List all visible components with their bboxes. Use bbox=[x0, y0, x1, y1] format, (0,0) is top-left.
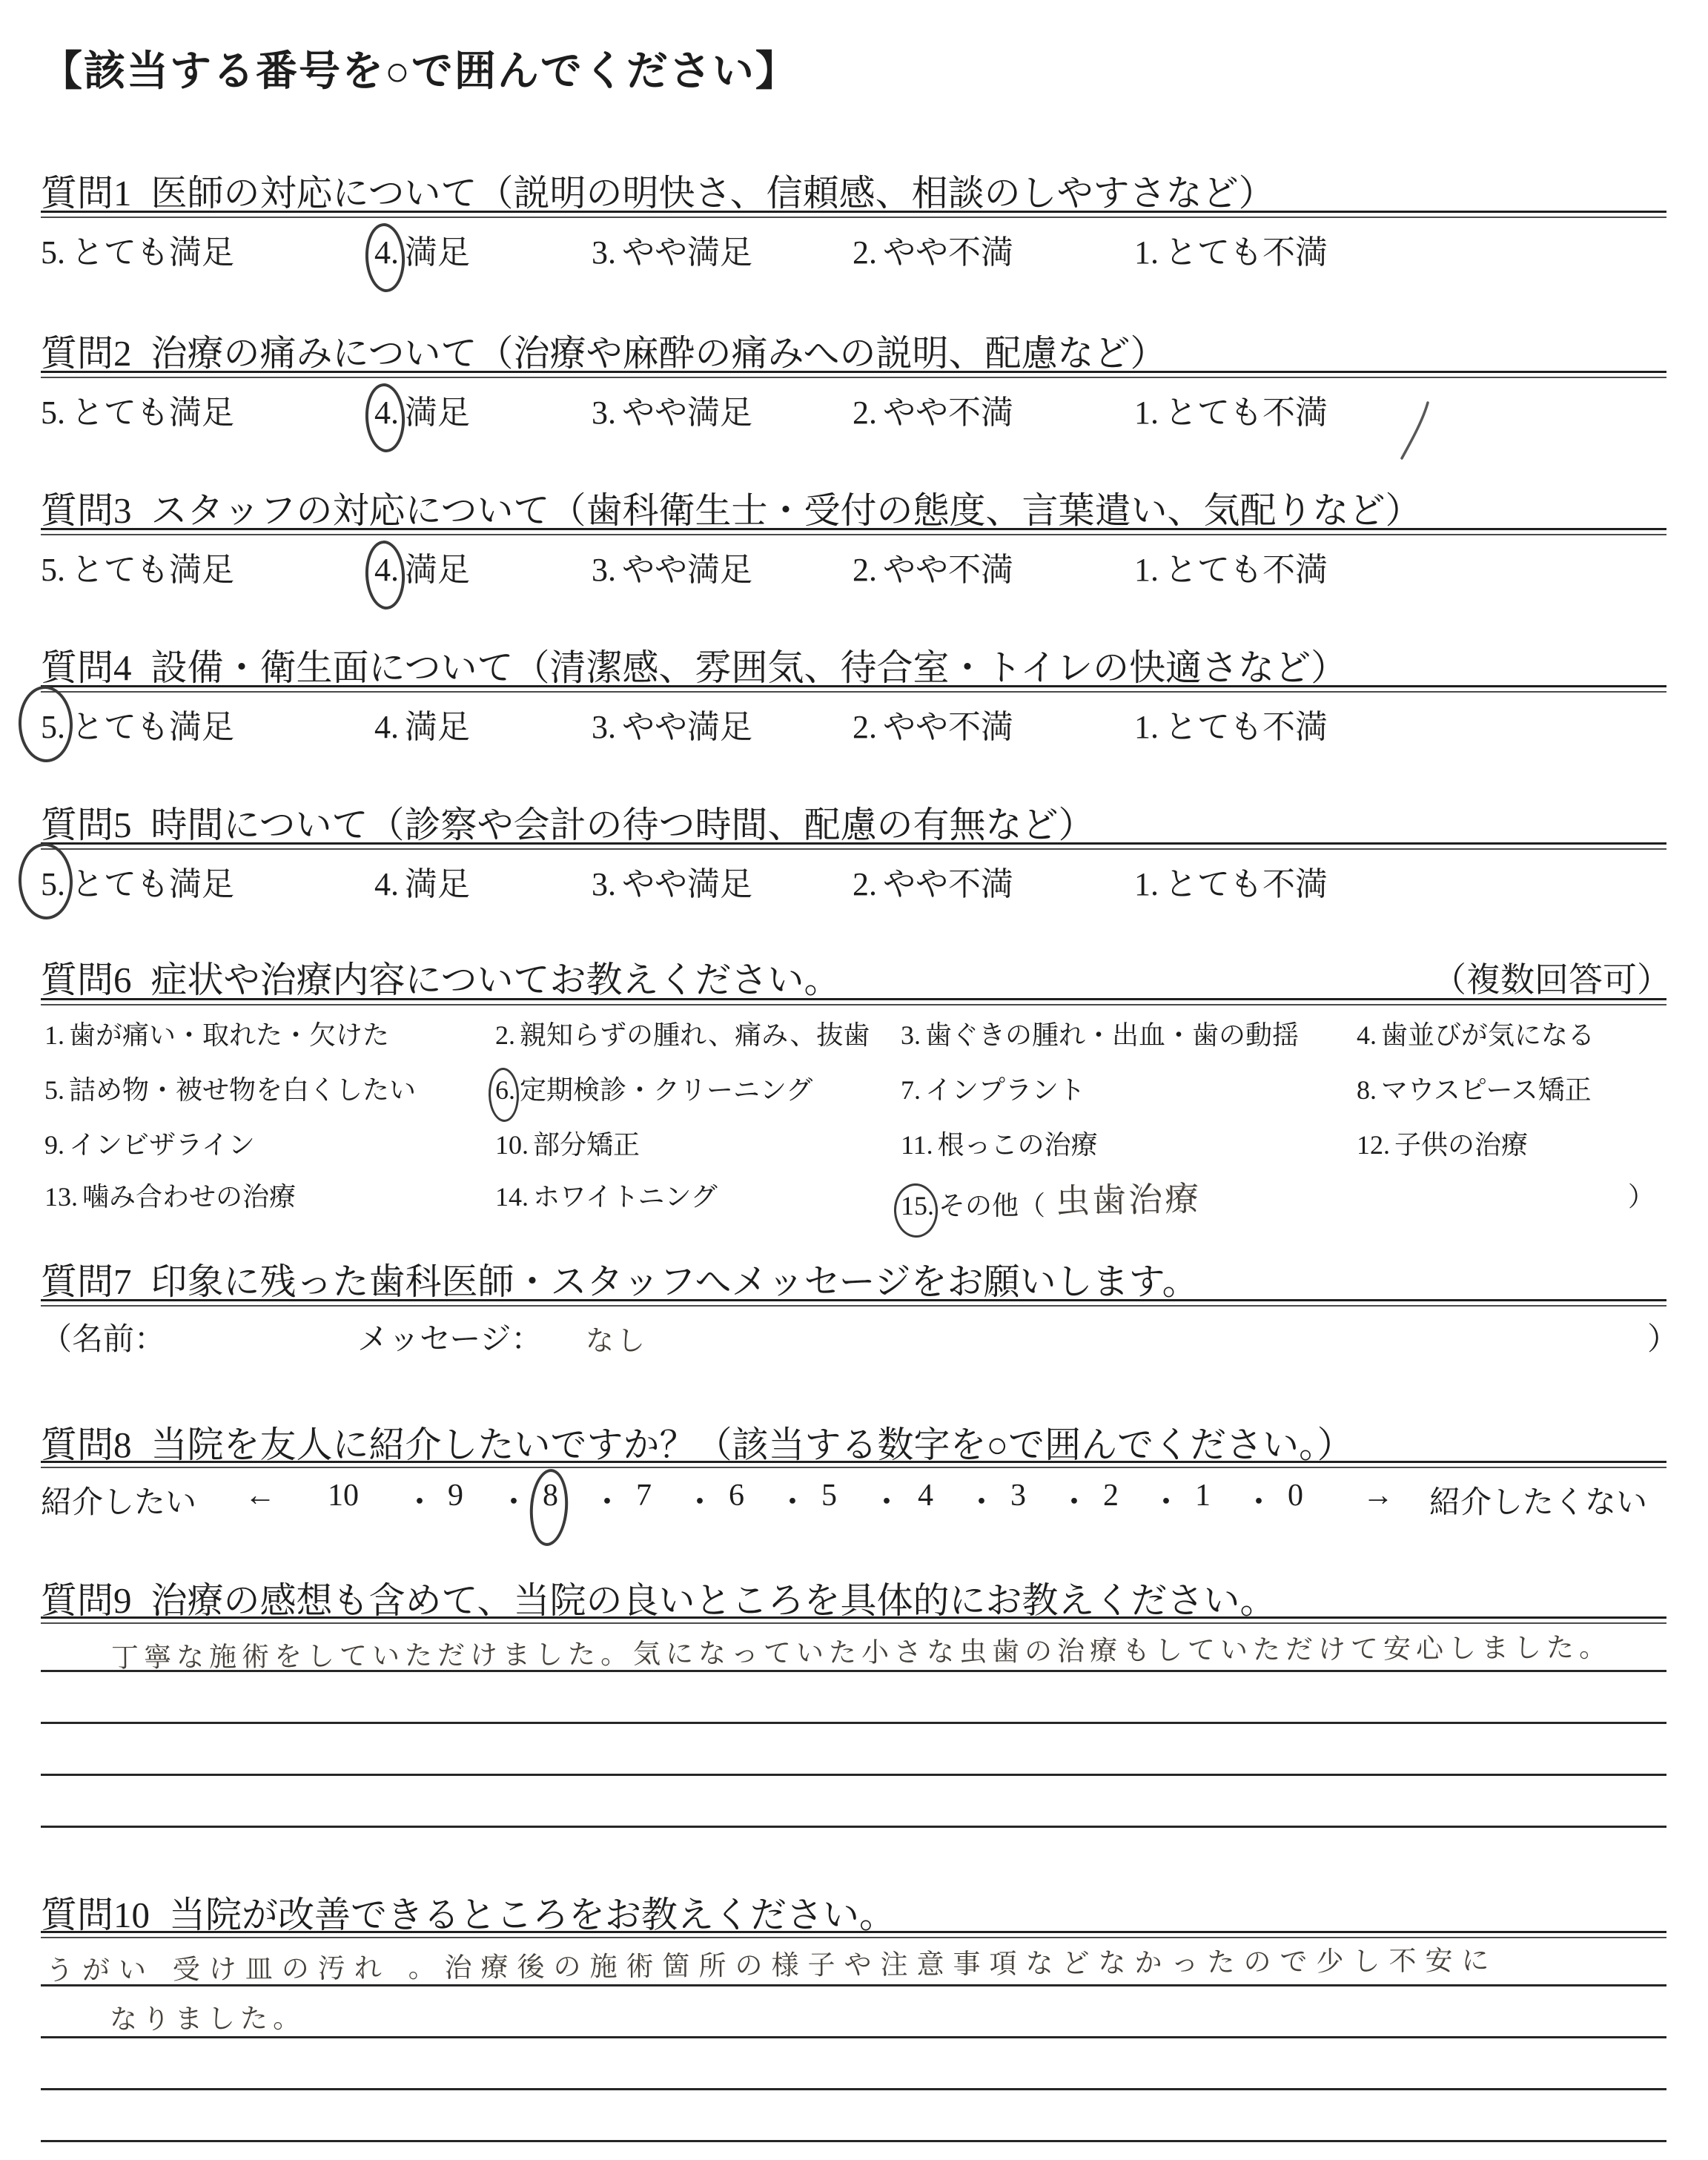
q3-label: 質問3 bbox=[41, 490, 132, 531]
option-number: 13. bbox=[44, 1182, 78, 1212]
option-number: 11. bbox=[901, 1130, 933, 1160]
scale-number-1: 1 bbox=[1195, 1479, 1211, 1513]
q1-label: 質問1 bbox=[41, 173, 132, 214]
rating-option-5 bbox=[41, 225, 234, 273]
option-number: 1. bbox=[1134, 866, 1159, 902]
option-label: インビザライン bbox=[69, 1130, 255, 1160]
option-number: 2. bbox=[495, 1020, 515, 1050]
answer-circle: 8 bbox=[543, 1479, 558, 1513]
q1-options bbox=[0, 225, 1708, 277]
option-number: 10. bbox=[495, 1130, 529, 1160]
write-line bbox=[41, 1722, 1666, 1724]
rating-option-4 bbox=[374, 700, 470, 747]
write-line bbox=[41, 2088, 1666, 2090]
q1-heading bbox=[41, 165, 1275, 217]
q9-underline bbox=[41, 1616, 1666, 1624]
stray-pen-mark bbox=[1398, 400, 1434, 461]
q8-title: 当院を友人に紹介したいですか？（該当する数字を○で囲んでください。） bbox=[150, 1424, 1354, 1465]
rating-option-4-selected bbox=[374, 386, 470, 433]
rating-option-4 bbox=[374, 857, 470, 905]
option-number: 8. bbox=[1357, 1075, 1377, 1105]
option-number: 5. bbox=[41, 234, 65, 271]
answer-circle: 4. bbox=[374, 552, 399, 588]
q7-label: 質問7 bbox=[41, 1261, 132, 1302]
answer-circle: 6. bbox=[495, 1075, 515, 1105]
q4-label: 質問4 bbox=[41, 647, 132, 688]
option-number: 2. bbox=[853, 394, 877, 431]
left-arrow-icon: ← bbox=[245, 1479, 276, 1513]
scale-left-label: 紹介したい bbox=[41, 1486, 197, 1520]
rating-option-1 bbox=[1134, 225, 1328, 273]
q4-heading bbox=[41, 639, 1347, 691]
option-label: 満足 bbox=[405, 234, 470, 271]
q6-option-12 bbox=[1357, 1124, 1528, 1162]
scale-right-label: 紹介したくない bbox=[1429, 1486, 1648, 1520]
q6-option-3 bbox=[901, 1014, 1299, 1052]
q8-underline bbox=[41, 1461, 1666, 1468]
handwritten-message: なし bbox=[586, 1324, 649, 1357]
rating-option-2 bbox=[853, 543, 1013, 590]
q5-options bbox=[0, 857, 1708, 909]
q7-answer-row bbox=[0, 1315, 1708, 1367]
rating-option-5-selected bbox=[41, 700, 234, 747]
answer-circle: 15. bbox=[901, 1191, 934, 1221]
scale-dot: ・ bbox=[1151, 1486, 1182, 1520]
q6-option-14 bbox=[495, 1176, 718, 1214]
q2-options bbox=[0, 386, 1708, 437]
scale-dot: ・ bbox=[966, 1486, 998, 1520]
rating-option-5-selected bbox=[41, 857, 234, 905]
scale-dot: ・ bbox=[1243, 1486, 1275, 1520]
q3-options bbox=[0, 543, 1708, 595]
option-number: 5. bbox=[41, 394, 65, 431]
option-label: インプラント bbox=[925, 1075, 1086, 1105]
scale-number-10: 10 bbox=[328, 1479, 359, 1513]
q7-underline bbox=[41, 1299, 1666, 1307]
q6-note: （複数回答可） bbox=[1432, 961, 1671, 999]
write-line bbox=[41, 2036, 1666, 2038]
q8-scale-row bbox=[0, 1478, 1708, 1537]
option-number: 3. bbox=[592, 394, 616, 431]
q5-underline bbox=[41, 842, 1666, 850]
rating-option-3 bbox=[592, 386, 752, 433]
handwritten-q10-answer-line1: うがい 受け皿の汚れ 。治療後の施術箇所の様子や注意事項などなかったので少し不安に bbox=[45, 1944, 1498, 1986]
option-number: 1. bbox=[1134, 394, 1159, 431]
option-number: 2. bbox=[853, 866, 877, 902]
q2-label: 質問2 bbox=[41, 333, 132, 374]
q1-title: 医師の対応について（説明の明快さ、信頼感、相談のしやすさなど） bbox=[150, 173, 1275, 214]
scale-number-6: 6 bbox=[729, 1479, 744, 1513]
option-number: 1. bbox=[44, 1020, 64, 1050]
option-number: 4. bbox=[374, 709, 399, 745]
option-label: とても不満 bbox=[1165, 866, 1328, 902]
q8-label: 質問8 bbox=[41, 1424, 132, 1465]
write-line bbox=[41, 1670, 1666, 1672]
option-label: とても満足 bbox=[71, 552, 234, 588]
scale-number-7: 7 bbox=[636, 1479, 652, 1513]
rating-option-1 bbox=[1134, 386, 1328, 433]
scale-number-2: 2 bbox=[1103, 1479, 1119, 1513]
q6-option-11 bbox=[901, 1124, 1098, 1162]
option-number: 5. bbox=[41, 552, 65, 588]
scale-number-3: 3 bbox=[1010, 1479, 1026, 1513]
option-label: 根っこの治療 bbox=[937, 1130, 1098, 1160]
option-number: 2. bbox=[853, 709, 877, 745]
q6-option-7 bbox=[901, 1069, 1085, 1107]
q6-option-13 bbox=[44, 1176, 296, 1214]
q9-label: 質問9 bbox=[41, 1580, 132, 1621]
q2-title: 治療の痛みについて（治療や麻酔の痛みへの説明、配慮など） bbox=[150, 333, 1167, 374]
q6-heading bbox=[41, 951, 841, 1003]
q6-option-5 bbox=[44, 1069, 416, 1107]
q6-option-2 bbox=[495, 1014, 870, 1052]
option-label: 歯が痛い・取れた・欠けた bbox=[69, 1020, 390, 1050]
option-label: 満足 bbox=[405, 709, 470, 745]
option-number: 2. bbox=[853, 234, 877, 271]
scale-number-5: 5 bbox=[821, 1479, 837, 1513]
scale-number-9: 9 bbox=[448, 1479, 463, 1513]
rating-option-2 bbox=[853, 225, 1013, 273]
option-number: 4. bbox=[1357, 1020, 1377, 1050]
option-number: 1. bbox=[1134, 234, 1159, 271]
option-number: 3. bbox=[592, 234, 616, 271]
rating-option-1 bbox=[1134, 700, 1328, 747]
answer-circle: 4. bbox=[374, 394, 399, 431]
q7-message-label: メッセージ： bbox=[357, 1323, 543, 1357]
option-label: 子供の治療 bbox=[1394, 1130, 1529, 1160]
write-line bbox=[41, 1774, 1666, 1776]
option-label: やや満足 bbox=[622, 234, 752, 271]
scale-dot: ・ bbox=[684, 1486, 716, 1520]
rating-option-3 bbox=[592, 857, 752, 905]
rating-option-4-selected bbox=[374, 225, 470, 273]
q7-heading bbox=[41, 1253, 1199, 1305]
option-label: やや満足 bbox=[622, 394, 752, 431]
q6-underline bbox=[41, 998, 1666, 1005]
rating-option-5 bbox=[41, 543, 234, 590]
answer-circle: 4. bbox=[374, 234, 399, 271]
option-label: 満足 bbox=[405, 866, 470, 902]
q10-underline bbox=[41, 1931, 1666, 1938]
q10-label: 質問10 bbox=[41, 1895, 150, 1935]
q3-underline bbox=[41, 528, 1666, 535]
q2-underline bbox=[41, 371, 1666, 378]
q5-label: 質問5 bbox=[41, 805, 132, 845]
option-label: その他（ bbox=[939, 1191, 1046, 1221]
option-label: とても満足 bbox=[71, 709, 234, 745]
scale-number-0: 0 bbox=[1288, 1479, 1303, 1513]
option-label: マウスピース矯正 bbox=[1381, 1075, 1592, 1105]
q3-title: スタッフの対応について（歯科衛生士・受付の態度、言葉遣い、気配りなど） bbox=[150, 490, 1422, 531]
option-number: 4. bbox=[374, 866, 399, 902]
option-label: ホワイトニング bbox=[533, 1182, 718, 1212]
q6-label: 質問6 bbox=[41, 960, 132, 1000]
q7-name-label: （名前： bbox=[41, 1323, 166, 1357]
option-number: 14. bbox=[495, 1182, 529, 1212]
option-label: 部分矯正 bbox=[533, 1130, 640, 1160]
option-label: やや満足 bbox=[622, 552, 752, 588]
answer-circle: 5. bbox=[41, 866, 65, 902]
option-number: 9. bbox=[44, 1130, 64, 1160]
option-label: 満足 bbox=[405, 552, 470, 588]
scale-dot: ・ bbox=[1059, 1486, 1090, 1520]
write-line bbox=[41, 2140, 1666, 2142]
option-label: やや満足 bbox=[622, 709, 752, 745]
option-label: とても不満 bbox=[1165, 394, 1328, 431]
scale-dot: ・ bbox=[871, 1486, 903, 1520]
q1-underline bbox=[41, 211, 1666, 218]
right-arrow-icon: → bbox=[1363, 1479, 1394, 1513]
option-label: とても満足 bbox=[71, 394, 234, 431]
scale-number-4: 4 bbox=[918, 1479, 933, 1513]
q6-option-9 bbox=[44, 1124, 255, 1162]
option-number: 3. bbox=[592, 866, 616, 902]
option-label: とても不満 bbox=[1165, 552, 1328, 588]
option-number: 3. bbox=[592, 709, 616, 745]
option-number: 2. bbox=[853, 552, 877, 588]
rating-option-3 bbox=[592, 225, 752, 273]
option-label: やや不満 bbox=[883, 866, 1013, 902]
q6-option-1 bbox=[44, 1014, 389, 1052]
rating-option-2 bbox=[853, 700, 1013, 747]
option-number: 1. bbox=[1134, 709, 1159, 745]
write-line bbox=[41, 1826, 1666, 1828]
q5-heading bbox=[41, 796, 1095, 848]
option-number: 12. bbox=[1357, 1130, 1390, 1160]
page-title: 【該当する番号を○で囲んでください】 bbox=[41, 49, 798, 95]
rating-option-1 bbox=[1134, 543, 1328, 590]
option-label: 歯並びが気になる bbox=[1381, 1020, 1595, 1050]
option-label: とても不満 bbox=[1165, 709, 1328, 745]
rating-option-3 bbox=[592, 543, 752, 590]
option-label: 噛み合わせの治療 bbox=[82, 1182, 297, 1212]
handwritten-q10-answer-line2: なりました。 bbox=[109, 2002, 306, 2035]
q4-underline bbox=[41, 685, 1666, 693]
q6-option-15-selected bbox=[901, 1176, 1201, 1225]
option-label: 詰め物・被せ物を白くしたい bbox=[69, 1075, 417, 1105]
option-label: 定期検診・クリーニング bbox=[520, 1075, 813, 1105]
option-label: とても不満 bbox=[1165, 234, 1328, 271]
q6-option-6-selected bbox=[495, 1069, 812, 1107]
option-label: やや満足 bbox=[622, 866, 752, 902]
q7-title: 印象に残った歯科医師・スタッフへメッセージをお願いします。 bbox=[150, 1261, 1199, 1302]
q6-close-paren: ） bbox=[1628, 1182, 1655, 1212]
option-number: 3. bbox=[901, 1020, 921, 1050]
option-label: 満足 bbox=[405, 394, 470, 431]
q3-heading bbox=[41, 482, 1422, 534]
option-label: とても満足 bbox=[71, 866, 234, 902]
q4-options bbox=[0, 700, 1708, 752]
handwritten-other-answer: 虫歯治療 bbox=[1055, 1178, 1202, 1221]
rating-option-4-selected bbox=[374, 543, 470, 590]
option-label: やや不満 bbox=[883, 394, 1013, 431]
q6-option-4 bbox=[1357, 1014, 1595, 1052]
q6-options bbox=[0, 1014, 1708, 1237]
rating-option-1 bbox=[1134, 857, 1328, 905]
option-label: やや不満 bbox=[883, 234, 1013, 271]
q4-title: 設備・衛生面について（清潔感、雰囲気、待合室・トイレの快適さなど） bbox=[150, 647, 1348, 688]
option-label: 歯ぐきの腫れ・出血・歯の動揺 bbox=[925, 1020, 1300, 1050]
q9-title: 治療の感想も含めて、当院の良いところを具体的にお教えください。 bbox=[150, 1580, 1277, 1621]
option-number: 3. bbox=[592, 552, 616, 588]
option-number: 1. bbox=[1134, 552, 1159, 588]
option-label: 親知らずの腫れ、痛み、抜歯 bbox=[520, 1020, 870, 1050]
q2-heading bbox=[41, 325, 1167, 377]
option-number: 7. bbox=[901, 1075, 921, 1105]
rating-option-2 bbox=[853, 386, 1013, 433]
option-label: とても満足 bbox=[71, 234, 234, 271]
write-line bbox=[41, 1984, 1666, 1986]
rating-option-3 bbox=[592, 700, 752, 747]
q6-option-10 bbox=[495, 1124, 640, 1162]
rating-option-2 bbox=[853, 857, 1013, 905]
scale-dot: ・ bbox=[498, 1486, 530, 1520]
scale-dot: ・ bbox=[777, 1486, 809, 1520]
scale-dot: ・ bbox=[592, 1486, 623, 1520]
answer-circle: 5. bbox=[41, 709, 65, 745]
option-label: やや不満 bbox=[883, 709, 1013, 745]
q5-title: 時間について（診察や会計の待つ時間、配慮の有無など） bbox=[150, 805, 1095, 845]
q6-title: 症状や治療内容についてお教えください。 bbox=[150, 960, 841, 1000]
handwritten-q9-answer: 丁寧な施術をしていただけました。気になっていた小さな虫歯の治療もしていただけて安心しました。 bbox=[110, 1631, 1612, 1674]
option-label: やや不満 bbox=[883, 552, 1013, 588]
q6-option-8 bbox=[1357, 1069, 1592, 1107]
q10-title: 当院が改善できるところをお教えください。 bbox=[169, 1895, 896, 1935]
scale-dot: ・ bbox=[404, 1486, 436, 1520]
option-number: 5. bbox=[44, 1075, 64, 1105]
rating-option-5 bbox=[41, 386, 234, 433]
q7-close-paren: ） bbox=[1647, 1323, 1679, 1357]
scale-number-8-selected bbox=[543, 1478, 558, 1513]
